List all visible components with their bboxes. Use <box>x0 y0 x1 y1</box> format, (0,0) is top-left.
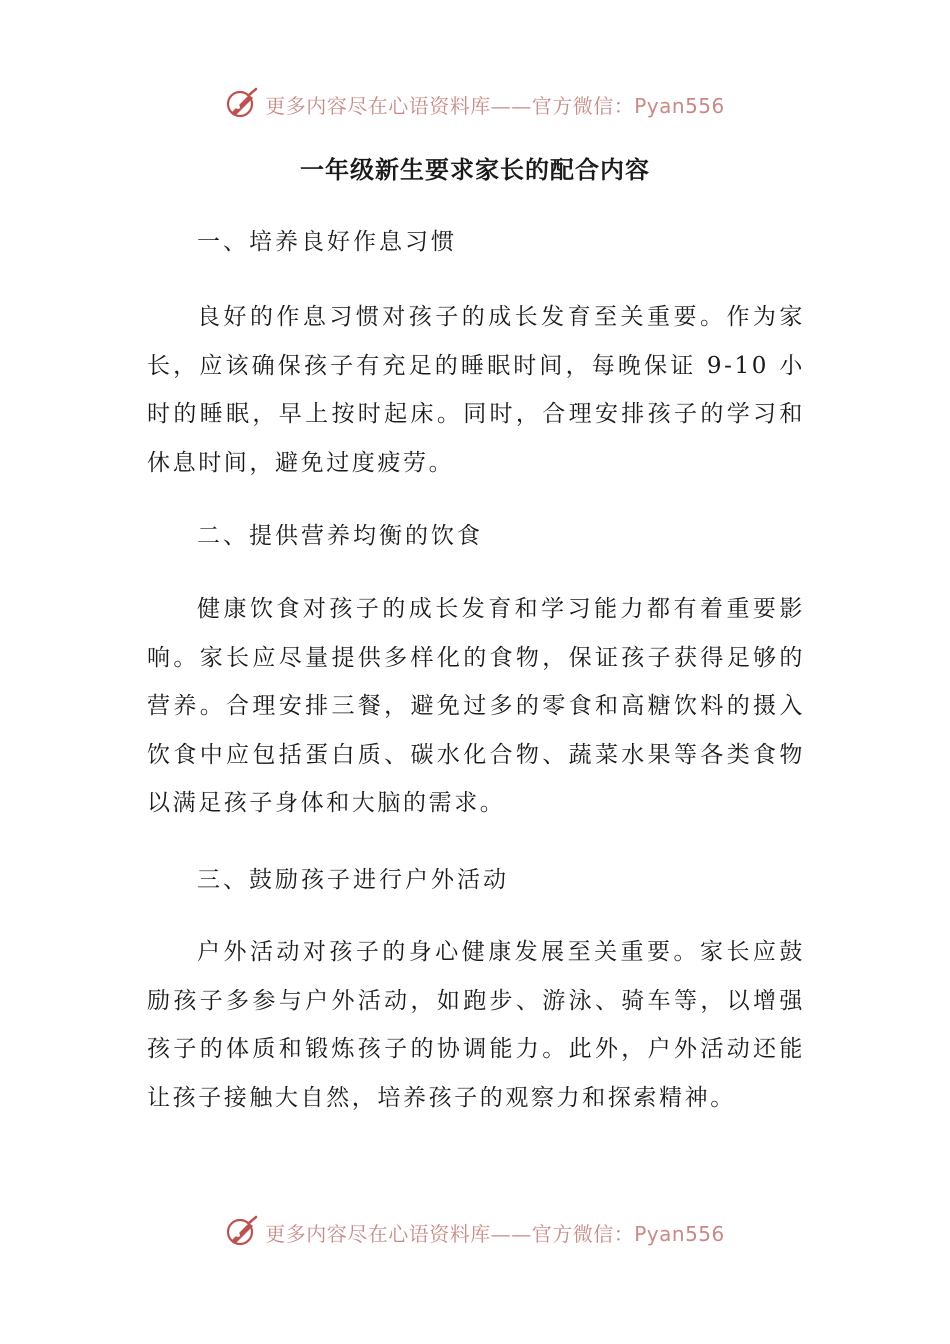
banner-prefix: 更多内容尽在心语资料库——官方微信： <box>265 93 635 118</box>
section-heading: 一、培养良好作息习惯 <box>197 229 457 255</box>
pen-logo-icon <box>225 1215 259 1249</box>
section-heading: 三、鼓励孩子进行户外活动 <box>197 867 509 893</box>
section-1 <box>147 218 805 266</box>
footer-banner-text <box>265 1218 725 1247</box>
section-2 <box>147 512 805 560</box>
wechat-id: Pyan556 <box>634 1221 725 1246</box>
header-banner <box>0 84 950 124</box>
footer-banner <box>0 1212 950 1252</box>
section-paragraph: 户外活动对孩子的身心健康发展至关重要。家长应鼓励孩子多参与户外活动，如跑步、游泳、骑车等，以增强孩子的体质和锻炼孩子的协调能力。此外，户外活动还能让孩子接触大自然，培养孩子的观察力和探索精神。 <box>147 939 805 1111</box>
section-heading: 二、提供营养均衡的饮食 <box>197 523 483 549</box>
pen-logo-icon <box>225 87 259 121</box>
header-banner-text <box>265 90 725 119</box>
section-3-body <box>147 928 805 1122</box>
section-3 <box>147 856 805 904</box>
page-title: 一年级新生要求家长的配合内容 <box>300 156 650 184</box>
section-paragraph: 良好的作息习惯对孩子的成长发育至关重要。作为家长，应该确保孩子有充足的睡眠时间，每晚保证 9-10 小时的睡眠，早上按时起床。同时，合理安排孩子的学习和休息时间，避免过度疲劳。 <box>147 304 805 476</box>
banner-prefix: 更多内容尽在心语资料库——官方微信： <box>265 1221 635 1246</box>
wechat-id: Pyan556 <box>634 93 725 118</box>
section-2-body <box>147 585 805 828</box>
section-paragraph: 健康饮食对孩子的成长发育和学习能力都有着重要影响。家长应尽量提供多样化的食物，保证孩子获得足够的营养。合理安排三餐，避免过多的零食和高糖饮料的摄入饮食中应包括蛋白质、碳水化合物、蔬菜水果等各类食物以满足孩子身体和大脑的需求。 <box>147 596 805 816</box>
section-1-body <box>147 293 805 487</box>
